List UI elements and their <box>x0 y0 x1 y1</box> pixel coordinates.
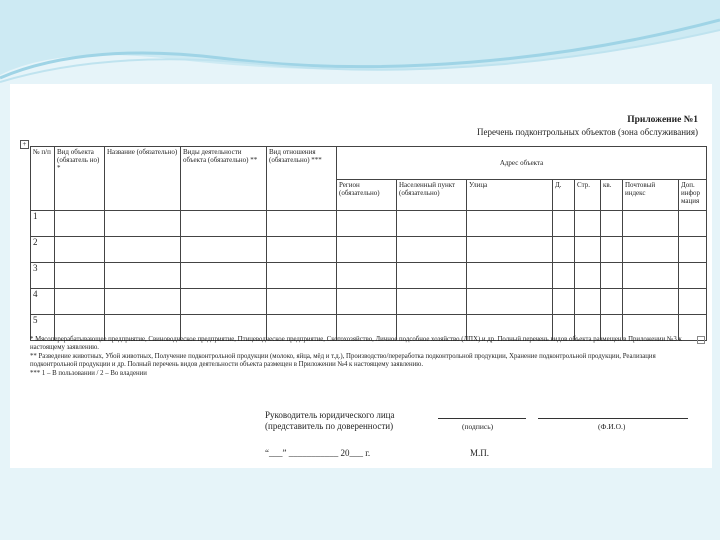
objects-table <box>30 146 707 341</box>
table-cell[interactable] <box>181 237 267 263</box>
table-cell[interactable] <box>467 211 553 237</box>
table-cell[interactable] <box>181 289 267 315</box>
table-cell[interactable] <box>553 289 575 315</box>
header-activity: Виды деятельности объекта (обязательно) ** <box>181 147 267 211</box>
table-cell[interactable] <box>467 237 553 263</box>
table-cell[interactable] <box>105 211 181 237</box>
subheader-region: Регион (обязательно) <box>337 180 397 211</box>
table-cell[interactable] <box>623 211 679 237</box>
table-cell[interactable] <box>337 263 397 289</box>
table-cell[interactable] <box>601 289 623 315</box>
table-cell[interactable] <box>267 263 337 289</box>
table-cell[interactable] <box>337 237 397 263</box>
footnotes <box>30 336 696 378</box>
table-cell[interactable] <box>181 263 267 289</box>
subheader-locality: Населенный пункт (обязательно) <box>397 180 467 211</box>
table-cell[interactable] <box>267 237 337 263</box>
table-cell[interactable] <box>55 289 105 315</box>
fio-line[interactable] <box>538 418 688 419</box>
row-number: 3 <box>31 263 55 289</box>
table-row <box>31 263 707 289</box>
header-name: Название (обязательно) <box>105 147 181 211</box>
table-cell[interactable] <box>623 263 679 289</box>
subheader-building: Стр. <box>575 180 601 211</box>
header-object-type: Вид объекта (обязатель но) * <box>55 147 105 211</box>
table-cell[interactable] <box>105 237 181 263</box>
decorative-wave <box>0 0 720 90</box>
signature-caption: (подпись) <box>462 422 494 431</box>
row-number: 5 <box>31 315 55 341</box>
document-sheet <box>10 84 712 468</box>
appendix-header <box>477 114 698 138</box>
table-cell[interactable] <box>467 263 553 289</box>
footnote-2: ** Разведение животных, Убой животных, Получение подконтрольной продукции (молоко, яйца, мёд и т.д.), Производство/переработка подконтрольной продукции, Хранение подконтрольной продукции, Реализация подконтрольной продукции и др. Полный перечень видов деятельности объекта размещен в Приложении №4 к настоящему заявлению. <box>30 352 656 369</box>
table-cell[interactable] <box>679 211 707 237</box>
signature-line[interactable] <box>438 418 526 419</box>
subheader-postal: Почтовый индекс <box>623 180 679 211</box>
subheader-house: Д. <box>553 180 575 211</box>
table-cell[interactable] <box>679 237 707 263</box>
header-address: Адрес объекта <box>337 147 707 180</box>
table-cell[interactable] <box>105 263 181 289</box>
fio-caption: (Ф.И.О.) <box>598 422 626 431</box>
table-cell[interactable] <box>55 237 105 263</box>
date-field[interactable]: “___” ___________ 20___ г. <box>265 448 371 458</box>
signer-subtitle: (представитель по доверенности) <box>265 421 394 431</box>
row-number: 1 <box>31 211 55 237</box>
table-cell[interactable] <box>397 289 467 315</box>
subheader-apartment: кв. <box>601 180 623 211</box>
table-cell[interactable] <box>55 211 105 237</box>
table-cell[interactable] <box>623 289 679 315</box>
table-cell[interactable] <box>601 263 623 289</box>
table-cell[interactable] <box>467 289 553 315</box>
signature-block <box>265 410 394 432</box>
footnote-1: * Мясоперерабатывающее предприятие, Свиноводческое предприятие, Птицеводческое предприятие, Скотохозяйство, Личное подсобное хозяйство (ЛПХ) и др. Полный перечень видов объекта размещен в Приложении №3 к настоящему заявлению. <box>30 336 682 352</box>
table-move-handle-icon[interactable]: + <box>20 140 29 149</box>
table-cell[interactable] <box>267 211 337 237</box>
table-cell[interactable] <box>575 263 601 289</box>
table-cell[interactable] <box>553 211 575 237</box>
table-row <box>31 237 707 263</box>
table-cell[interactable] <box>337 289 397 315</box>
table-cell[interactable] <box>397 263 467 289</box>
table-cell[interactable] <box>55 263 105 289</box>
table-row <box>31 289 707 315</box>
table-cell[interactable] <box>601 237 623 263</box>
table-cell[interactable] <box>105 289 181 315</box>
table-cell[interactable] <box>575 211 601 237</box>
table-cell[interactable] <box>397 211 467 237</box>
subheader-extra: Доп. инфор мация <box>679 180 707 211</box>
table-cell[interactable] <box>623 237 679 263</box>
table-cell[interactable] <box>679 263 707 289</box>
table-cell[interactable] <box>267 289 337 315</box>
footnote-3: *** 1 – В пользовании / 2 – Во владении <box>30 369 147 377</box>
table-cell[interactable] <box>679 289 707 315</box>
table-cell[interactable] <box>575 289 601 315</box>
table-cell[interactable] <box>181 211 267 237</box>
appendix-subtitle: Перечень подконтрольных объектов (зона обслуживания) <box>477 127 698 137</box>
subheader-street: Улица <box>467 180 553 211</box>
checkbox-icon[interactable] <box>697 336 705 344</box>
table-cell[interactable] <box>601 211 623 237</box>
stamp-label: М.П. <box>470 448 490 458</box>
appendix-title: Приложение №1 <box>627 115 698 125</box>
table-cell[interactable] <box>553 237 575 263</box>
table-cell[interactable] <box>553 263 575 289</box>
row-number: 4 <box>31 289 55 315</box>
signer-title: Руководитель юридического лица <box>265 410 395 420</box>
table-row <box>31 211 707 237</box>
table-cell[interactable] <box>337 211 397 237</box>
table-cell[interactable] <box>397 237 467 263</box>
header-num: № п/п <box>31 147 55 211</box>
table-cell[interactable] <box>575 237 601 263</box>
header-relation: Вид отношения (обязательно) *** <box>267 147 337 211</box>
row-number: 2 <box>31 237 55 263</box>
